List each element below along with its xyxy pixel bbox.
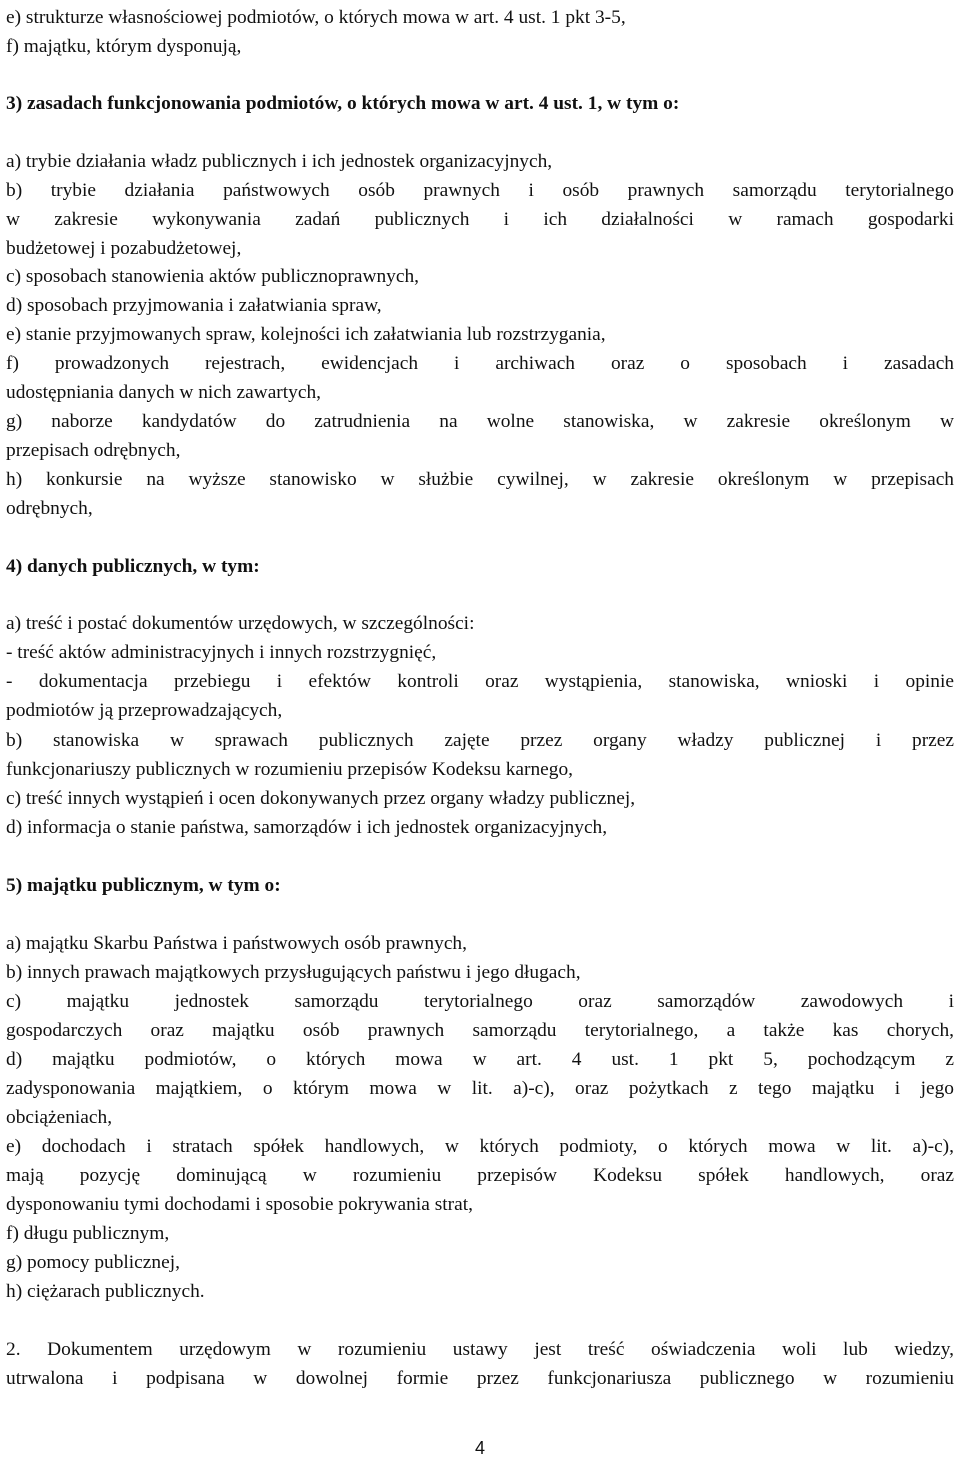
text-line: - dokumentacja przebiegu i efektów kontroli oraz wystąpienia, stanowiska, wnioski i opinie (6, 671, 954, 692)
section-heading: 3) zasadach funkcjonowania podmiotów, o których mowa w art. 4 ust. 1, w tym o: (6, 93, 680, 114)
text-line: h) ciężarach publicznych. (6, 1281, 205, 1302)
text-line: udostępniania danych w nich zawartych, (6, 382, 321, 403)
text-line: e) strukturze własnościowej podmiotów, o których mowa w art. 4 ust. 1 pkt 3-5, (6, 7, 626, 28)
text-line: - treść aktów administracyjnych i innych rozstrzygnięć, (6, 642, 437, 663)
text-line: obciążeniach, (6, 1107, 113, 1128)
page-number: 4 (474, 1438, 485, 1458)
text-line: e) stanie przyjmowanych spraw, kolejności ich załatwiania lub rozstrzygania, (6, 324, 606, 345)
text-line: c) sposobach stanowienia aktów publicznoprawnych, (6, 266, 420, 287)
text-line: g) pomocy publicznej, (6, 1252, 180, 1273)
text-line: a) trybie działania władz publicznych i ich jednostek organizacyjnych, (6, 151, 553, 172)
text-line: gospodarczych oraz majątku osób prawnych samorządu terytorialnego, a także kas chorych, (6, 1020, 954, 1041)
text-line: d) majątku podmiotów, o których mowa w art. 4 ust. 1 pkt 5, pochodzącym z (6, 1049, 954, 1070)
text-line: g) naborze kandydatów do zatrudnienia na wolne stanowiska, w zakresie określonym w (6, 411, 954, 432)
section-heading: 5) majątku publicznym, w tym o: (6, 875, 281, 896)
text-line: b) stanowiska w sprawach publicznych zajęte przez organy władzy publicznej i przez (6, 730, 954, 751)
text-line: 2. Dokumentem urzędowym w rozumieniu ustawy jest treść oświadczenia woli lub wiedzy, (6, 1339, 954, 1360)
text-line: a) treść i postać dokumentów urzędowych, w szczególności: (6, 613, 475, 634)
text-line: d) informacja o stanie państwa, samorządów i ich jednostek organizacyjnych, (6, 817, 608, 838)
text-line: mają pozycję dominującą w rozumieniu przepisów Kodeksu spółek handlowych, oraz (6, 1165, 954, 1186)
text-line: f) prowadzonych rejestrach, ewidencjach i archiwach oraz o sposobach i zasadach (6, 353, 954, 374)
text-line: c) treść innych wystąpień i ocen dokonywanych przez organy władzy publicznej, (6, 788, 636, 809)
section-heading: 4) danych publicznych, w tym: (6, 556, 260, 577)
text-line: h) konkursie na wyższe stanowisko w służbie cywilnej, w zakresie określonym w przepisach (6, 469, 954, 490)
text-line: budżetowej i pozabudżetowej, (6, 238, 242, 259)
text-line: f) długu publicznym, (6, 1223, 170, 1244)
document-page (6, 0, 954, 1466)
text-line: utrwalona i podpisana w dowolnej formie przez funkcjonariusza publicznego w rozumieniu (6, 1368, 954, 1389)
text-line: f) majątku, którym dysponują, (6, 36, 242, 57)
text-line: zadysponowania majątkiem, o którym mowa w lit. a)-c), oraz pożytkach z tego majątku i jego (6, 1078, 954, 1099)
text-line: b) innych prawach majątkowych przysługujących państwu i jego długach, (6, 962, 581, 983)
text-line: e) dochodach i stratach spółek handlowych, w których podmioty, o których mowa w lit. a)-c), (6, 1136, 954, 1157)
text-line: podmiotów ją przeprowadzających, (6, 700, 283, 721)
text-line: odrębnych, (6, 498, 93, 519)
text-line: funkcjonariuszy publicznych w rozumieniu przepisów Kodeksu karnego, (6, 759, 574, 780)
text-line: dysponowaniu tymi dochodami i sposobie pokrywania strat, (6, 1194, 473, 1215)
text-line: d) sposobach przyjmowania i załatwiania spraw, (6, 295, 382, 316)
text-line: b) trybie działania państwowych osób prawnych i osób prawnych samorządu terytorialnego (6, 180, 954, 201)
text-line: c) majątku jednostek samorządu terytorialnego oraz samorządów zawodowych i (6, 991, 954, 1012)
text-line: przepisach odrębnych, (6, 440, 181, 461)
text-line: w zakresie wykonywania zadań publicznych i ich działalności w ramach gospodarki (6, 209, 954, 230)
text-line: a) majątku Skarbu Państwa i państwowych osób prawnych, (6, 933, 467, 954)
